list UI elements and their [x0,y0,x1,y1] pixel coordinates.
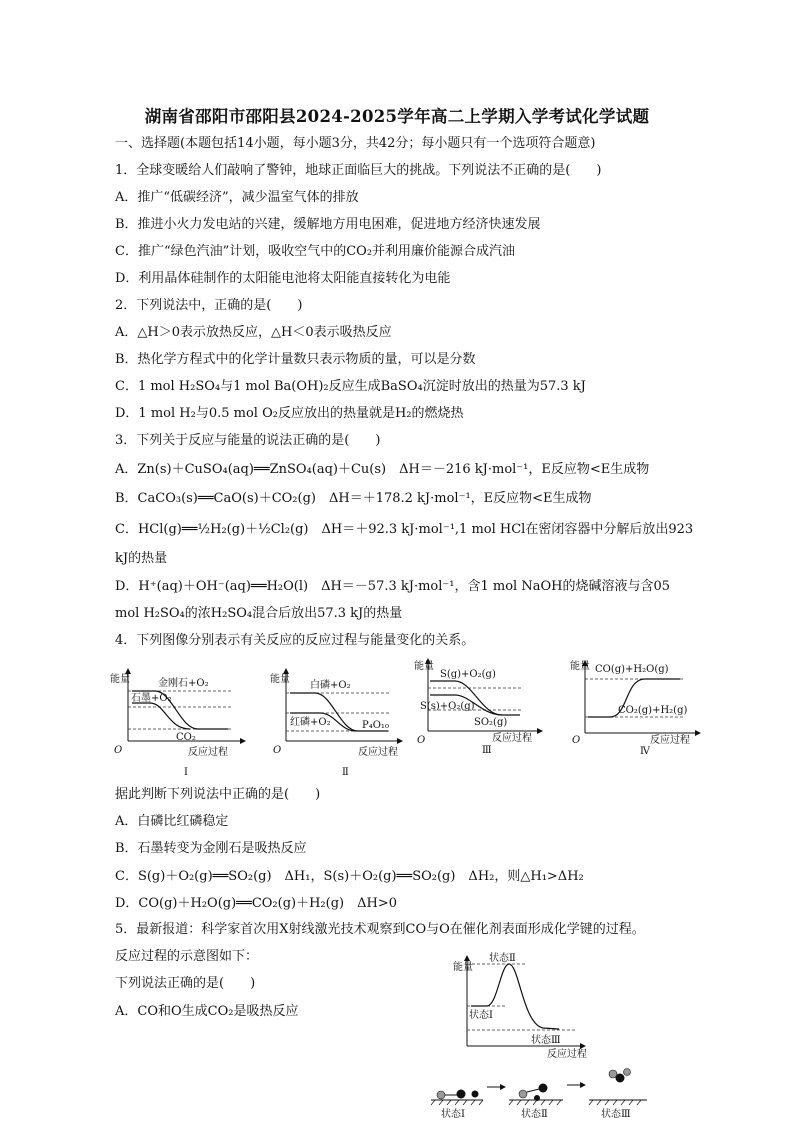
q1-option-b: B．推进小火力发电站的兴建，缓解地方用电困难，促进地方经济快速发展 [115,217,541,232]
q3-option-d-cont: mol H₂SO₄的浓H₂SO₄混合后放出57.3 kJ的热量 [115,606,403,621]
q5-line-2: 反应过程的示意图如下： [115,949,259,964]
q1-option-d: D．利用晶体硅制作的太阳能电池将太阳能直接转化为电能 [115,271,451,286]
q5-state-2-label: 状态Ⅱ [489,953,516,964]
q1-option-a: A．推广“低碳经济”，减少温室气体的排放 [115,190,359,205]
q5-molecule-snapshots [431,1069,647,1121]
graph-1-caption: Ⅰ [184,767,188,778]
section-heading: 一、选择题(本题包括14小题，每小题3分，共42分；每小题只有一个选项符合题意) [115,136,596,151]
graph-4-caption: Ⅳ [640,746,650,757]
graph-4-origin: O [572,735,581,746]
q4-energy-graphs [110,655,710,780]
q5-state-3-label: 状态Ⅲ [531,1035,561,1046]
graph-2-ylabel: 能量 [270,674,290,685]
q5-snapshot-3-label: 状态Ⅲ [601,1109,631,1120]
graph-2-xlabel: 反应过程 [358,747,398,758]
graph-3-top-label: S(g)+O₂(g) [440,669,496,680]
graph-1-top-label: 金刚石+O₂ [158,678,209,689]
q3-option-c-cont: kJ的热量 [115,551,168,566]
q5-ylabel: 能量 [453,962,473,973]
graph-2-bottom-label: P₄O₁₀ [362,720,389,731]
q2-option-c: C．1 mol H₂SO₄与1 mol Ba(OH)₂反应生成BaSO₄沉淀时放出的热量为57.3 kJ [115,379,586,394]
q5-snapshot-1-label: 状态Ⅰ [441,1109,465,1120]
q5-reaction-diagram [425,950,655,1120]
q4-option-d: D．CO(g)＋H₂O(g)══CO₂(g)＋H₂(g) ΔH>0 [115,896,398,911]
graph-2-caption: Ⅱ [342,767,349,778]
q5-option-a: A．CO和O生成CO₂是吸热反应 [115,1004,299,1019]
q3-stem: 3．下列关于反应与能量的说法正确的是( ) [115,433,381,448]
q1-stem: 1．全球变暖给人们敲响了警钟，地球正面临巨大的挑战。下列说法不正确的是( ) [115,163,602,178]
graph-4-xlabel: 反应过程 [650,735,690,746]
q3-option-d: D．H⁺(aq)＋OH⁻(aq)══H₂O(l) ΔH＝－57.3 kJ·mol⁻¹，含1 mol NaOH的烧碱溶液与含05 [115,579,670,594]
graph-1-mid-label: 石墨+O₂ [131,693,172,704]
graph-3-mid-label: S(s)+O₂(g) [420,701,475,712]
q2-option-d: D．1 mol H₂与0.5 mol O₂反应放出的热量就是H₂的燃烧热 [115,406,464,421]
q4-option-a: A．白磷比红磷稳定 [115,814,229,829]
graph-1-origin: O [114,745,123,756]
q5-snapshot-2-label: 状态Ⅱ [521,1109,548,1120]
graph-2-top-label: 白磷+O₂ [310,680,351,691]
graph-1-xlabel: 反应过程 [188,747,228,758]
q3-option-a: A．Zn(s)＋CuSO₄(aq)══ZnSO₄(aq)＋Cu(s) ΔH＝－216 kJ·mol⁻¹，E反应物<E生成物 [115,462,650,477]
graph-3-origin: O [417,735,426,746]
q1-option-c: C．推广“绿色汽油”计划，吸收空气中的CO₂并利用廉价能源合成汽油 [115,244,516,259]
q3-option-b: B．CaCO₃(s)══CaO(s)＋CO₂(g) ΔH＝＋178.2 kJ·mol⁻¹，E反应物<E生成物 [115,491,592,506]
graph-1 [110,669,245,778]
graph-4-ylabel: 能量 [570,661,590,672]
graph-4-top-label: CO(g)+H₂O(g) [595,664,669,675]
q2-option-b: B．热化学方程式中的化学计量数只表示物质的量，可以是分数 [115,352,476,367]
graph-4-bottom-label: CO₂(g)+H₂(g) [618,705,688,716]
graph-3-xlabel: 反应过程 [492,733,532,744]
graph-3-bottom-label: SO₂(g) [474,717,508,728]
graph-3-ylabel: 能量 [414,661,434,672]
q5-stem: 5．最新报道：科学家首次用X射线激光技术观察到CO与O在催化剂表面形成化学键的过程。 [115,922,645,937]
graph-2-origin: O [273,745,282,756]
graph-2-mid-label: 红磷+O₂ [290,717,331,728]
page-title: 湖南省邵阳市邵阳县2024-2025学年高二上学期入学考试化学试题 [144,107,650,126]
q4-option-b: B．石墨转变为金刚石是吸热反应 [115,841,307,856]
graph-4 [570,659,700,757]
graph-2 [270,669,402,778]
q4-stem: 4．下列图像分别表示有关反应的反应过程与能量变化的关系。 [115,633,475,648]
q2-option-a: A．△H＞0表示放热反应，△H＜0表示吸热反应 [115,325,392,340]
graph-3-caption: Ⅲ [482,745,492,756]
q3-option-c: C．HCl(g)══½H₂(g)＋½Cl₂(g) ΔH＝＋92.3 kJ·mol⁻¹,1 mol HCl在密闭容器中分解后放出923 [115,522,694,537]
q4-prompt: 据此判断下列说法中正确的是( ) [115,787,321,802]
graph-1-ylabel: 能量 [110,674,130,685]
q5-line-3: 下列说法正确的是( ) [115,976,256,991]
q2-stem: 2．下列说法中，正确的是( ) [115,298,303,313]
q5-state-1-label: 状态Ⅰ [469,1010,493,1021]
q4-option-c: C．S(g)＋O₂(g)══SO₂(g) ΔH₁，S(s)＋O₂(g)══SO₂(g) ΔH₂，则△H₁>ΔH₂ [115,869,584,884]
graph-1-bottom-label: CO₂ [176,732,196,743]
graph-3 [414,659,542,756]
q5-xlabel: 反应过程 [547,1049,587,1060]
